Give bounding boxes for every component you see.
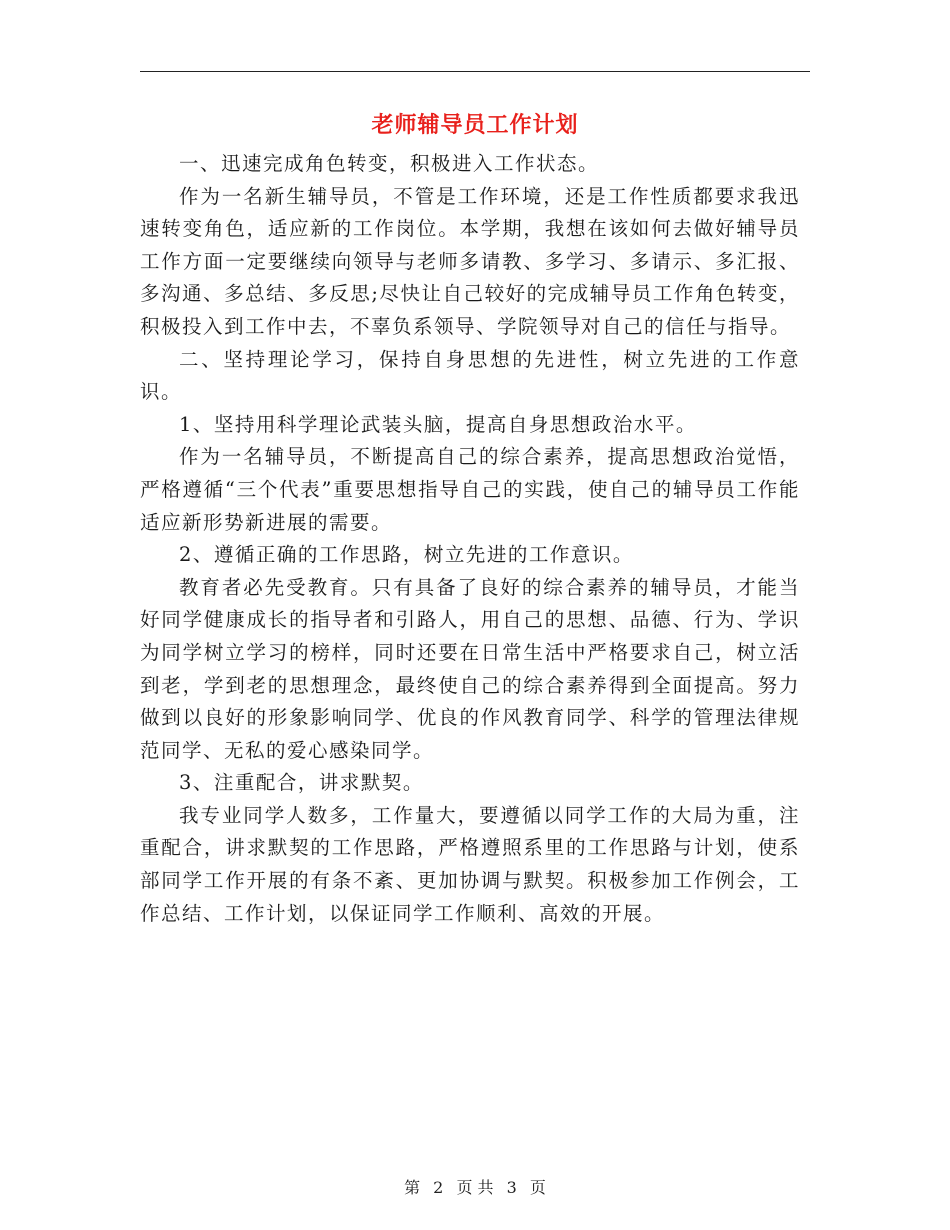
total-page-count: 3	[506, 1178, 517, 1197]
body-paragraph: 作为一名辅导员，不断提高自己的综合素养，提高思想政治觉悟，严格遵循“三个代表”重要思想指导自己的实践，使自己的辅导员工作能适应新形势新进展的需要。	[140, 445, 800, 534]
subsection-heading-3: 3、注重配合，讲求默契。	[179, 771, 424, 795]
body-paragraph: 作为一名新生辅导员，不管是工作环境，还是工作性质都要求我迅速转变角色，适应新的工作岗位。本学期，我想在该如何去做好辅导员工作方面一定要继续向领导与老师多请教、多学习、多请示、多汇报、多沟通、多总结、多反思;尽快让自己较好的完成辅导员工作角色转变，积极投入到工作中去，不辜负系领导、学院领导对自己的信任与指导。	[140, 184, 800, 338]
section-heading-1: 一、迅速完成角色转变，积极进入工作状态。	[179, 152, 600, 175]
body-paragraph: 教育者必先受教育。只有具备了良好的综合素养的辅导员，才能当好同学健康成长的指导者和引路人，用自己的思想、品德、行为、学识为同学树立学习的榜样，同时还要在日常生活中严格要求自己，树立活到老，学到老的思想理念，最终使自己的综合素养得到全面提高。努力做到以良好的形象影响同学、优良的作风教育同学、科学的管理法律规范同学、无私的爱心感染同学。	[140, 575, 800, 762]
header-rule	[140, 71, 810, 72]
document-body	[140, 148, 800, 930]
subsection-heading-2: 2、遵循正确的工作思路，树立先进的工作意识。	[179, 543, 634, 567]
current-page-number: 2	[433, 1178, 444, 1197]
page-footer-suffix: 页	[529, 1178, 546, 1197]
page-footer-prefix: 第	[404, 1178, 421, 1197]
body-paragraph: 我专业同学人数多，工作量大，要遵循以同学工作的大局为重，注重配合，讲求默契的工作思路，严格遵照系里的工作思路与计划，使系部同学工作开展的有条不紊、更加协调与默契。积极参加工作例会，工作总结、工作计划，以保证同学工作顺利、高效的开展。	[140, 803, 800, 925]
page-footer	[0, 1177, 950, 1199]
document-title: 老师辅导员工作计划	[371, 112, 579, 138]
section-heading-2: 二、坚持理论学习，保持自身思想的先进性，树立先进的工作意识。	[140, 347, 800, 404]
subsection-heading-1: 1、坚持用科学理论武装头脑，提高自身思想政治水平。	[179, 412, 697, 436]
page-footer-middle: 页 共	[456, 1178, 494, 1197]
